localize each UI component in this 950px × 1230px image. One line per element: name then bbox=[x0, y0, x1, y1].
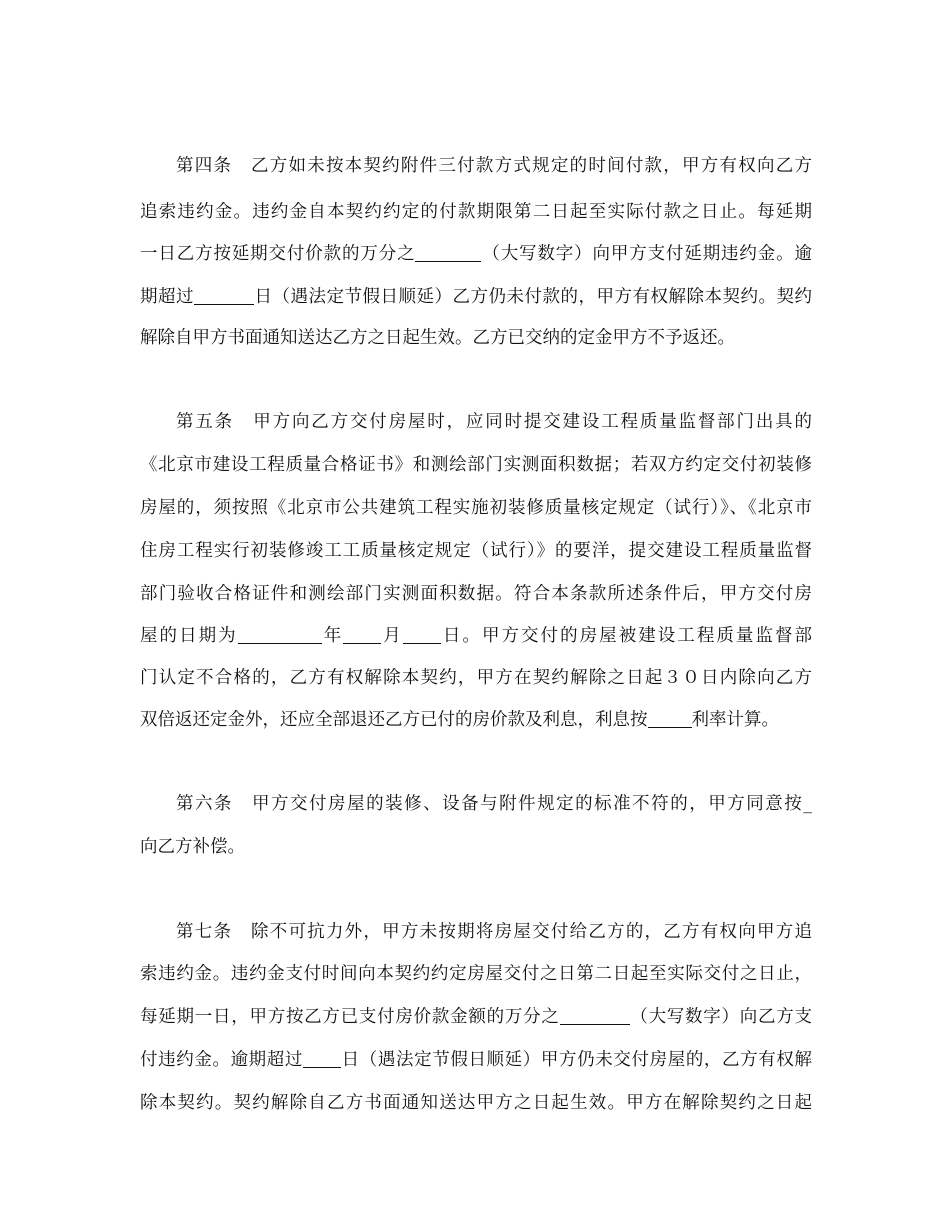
article-5-line-6 bbox=[140, 621, 812, 651]
article-5-line-8-text-b: 利率计算。 bbox=[691, 710, 779, 730]
article-7-line-4-text-b: 日（遇法定节假日顺延）甲方仍未交付房屋的，乙方有权解 bbox=[341, 1050, 813, 1070]
article-5-line-1: 第五条 甲方向乙方交付房屋时，应同时提交建设工程质量监督部门出具的 bbox=[176, 412, 812, 432]
article-5-line-6-text-d: 日。甲方交付的房屋被建设工程质量监督部 bbox=[440, 626, 813, 646]
article-7-line-3-text-a: 每延期一日，甲方按乙方已支付房价款金额的万分之 bbox=[140, 1007, 560, 1027]
article-4-line-3 bbox=[140, 239, 812, 269]
article-4-line-1: 第四条 乙方如未按本契约附件三付款方式规定的时间付款，甲方有权向乙方 bbox=[176, 156, 812, 176]
article-5-line-8 bbox=[140, 705, 812, 735]
article-6-line-1: 第六条 甲方交付房屋的装修、设备与附件规定的标准不符的，甲方同意按_ bbox=[176, 794, 812, 814]
article-5-line-5: 部门验收合格证件和测绘部门实测面积数据。符合本条款所述条件后，甲方交付房 bbox=[140, 584, 812, 604]
article-4-line-4-text-a: 期超过 bbox=[140, 287, 194, 307]
article-5-line-4: 住房工程实行初装修竣工工质量核定规定（试行）》的要洋，提交建设工程质量监督 bbox=[140, 541, 812, 561]
article-7-line-3 bbox=[140, 1002, 812, 1032]
blank-field bbox=[194, 286, 254, 305]
blank-year bbox=[238, 625, 322, 644]
article-5-line-7: 门认定不合格的，乙方有权解除本契约，甲方在契约解除之日起３０日内除向乙方 bbox=[140, 668, 812, 688]
article-5-line-6-text-c: 月 bbox=[381, 626, 403, 646]
article-4-line-4-text-b: 日（遇法定节假日顺延）乙方仍未付款的，甲方有权解除本契约。契约 bbox=[254, 287, 812, 307]
article-4-line-5: 解除自甲方书面通知送达乙方之日起生效。乙方已交纳的定金甲方不予返还。 bbox=[140, 328, 735, 348]
article-5-line-3: 房屋的，须按照《北京市公共建筑工程实施初装修质量核定规定（试行）》、《北京市 bbox=[140, 498, 812, 518]
article-5-line-6-text-b: 年 bbox=[321, 626, 344, 646]
blank-field bbox=[560, 1006, 630, 1025]
article-4-line-3-text-b: （大写数字）向甲方支付延期违约金。逾 bbox=[481, 244, 813, 264]
article-6-line-2: 向乙方补偿。 bbox=[140, 837, 245, 857]
article-7-line-5: 除本契约。契约解除自乙方书面通知送达甲方之日起生效。甲方在解除契约之日起 bbox=[140, 1093, 812, 1113]
blank-field bbox=[415, 243, 481, 262]
article-4-line-2: 追索违约金。违约金自本契约约定的付款期限第二日起至实际付款之日止。每延期 bbox=[140, 202, 812, 222]
article-7-line-2: 索违约金。违约金支付时间向本契约约定房屋交付之日第二日起至实际交付之日止， bbox=[140, 964, 812, 984]
article-7-line-1: 第七条 除不可抗力外，甲方未按期将房屋交付给乙方的，乙方有权向甲方追 bbox=[176, 922, 812, 942]
article-5-line-6-text-a: 屋的日期为 bbox=[140, 626, 238, 646]
article-7-line-3-text-b: （大写数字）向乙方支 bbox=[629, 1007, 813, 1027]
article-5-line-2: 《北京市建设工程质量合格证书》和测绘部门实测面积数据；若双方约定交付初装修 bbox=[140, 455, 812, 475]
article-4-line-3-text-a: 一日乙方按延期交付价款的万分之 bbox=[140, 244, 416, 264]
blank-day bbox=[403, 625, 441, 644]
article-7-line-4 bbox=[140, 1045, 812, 1075]
blank-month bbox=[343, 625, 381, 644]
article-7-line-4-text-a: 付违约金。逾期超过 bbox=[140, 1050, 304, 1070]
article-5-line-8-text-a: 双倍返还定金外，还应全部退还乙方已付的房价款及利息，利息按 bbox=[140, 710, 648, 730]
blank-field bbox=[303, 1049, 341, 1068]
article-4-line-4 bbox=[140, 282, 812, 312]
blank-interest-rate bbox=[648, 709, 692, 728]
